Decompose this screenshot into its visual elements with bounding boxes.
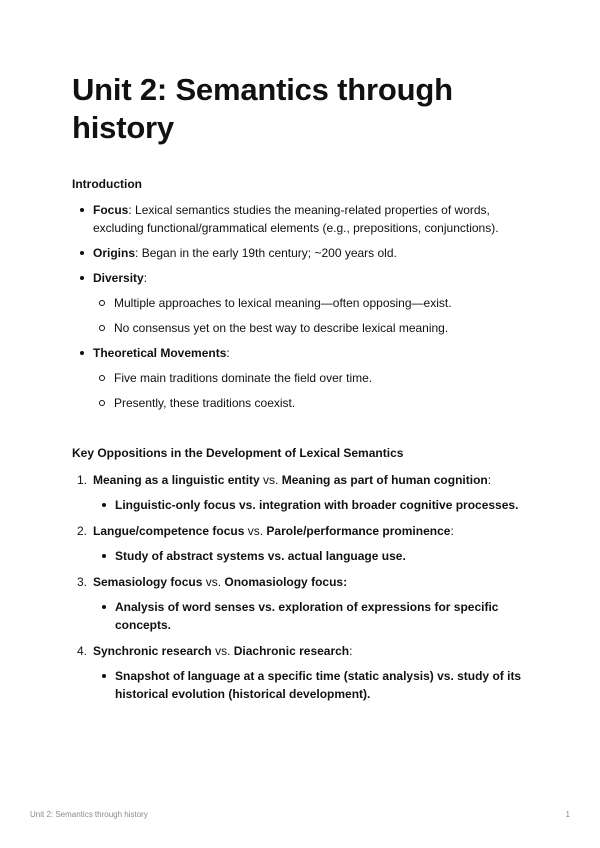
footer-title: Unit 2: Semantics through history: [30, 810, 148, 819]
introduction-list: [72, 201, 528, 412]
numbered-item: 1. Meaning as a linguistic entity vs. Meaning as part of human cognition: Linguistic-only focus vs. integration with broader cognitive processes.: [72, 471, 528, 514]
sub-list-item: Presently, these traditions coexist.: [93, 394, 528, 412]
page-number: 1: [565, 810, 570, 819]
detail-item: Study of abstract systems vs. actual language use.: [93, 547, 528, 565]
document-page: [72, 71, 528, 711]
list-item: Diversity: Multiple approaches to lexical meaning—often opposing—exist. No consensus yet on the best way to describe lexical meaning.: [72, 269, 528, 337]
sub-list: [93, 294, 528, 337]
numbered-item: 2. Langue/competence focus vs. Parole/performance prominence: Study of abstract systems vs. actual language use.: [72, 522, 528, 565]
sub-list: [93, 369, 528, 412]
list-item: Theoretical Movements: Five main traditions dominate the field over time. Presently, these traditions coexist.: [72, 344, 528, 412]
page-footer: [30, 810, 570, 819]
numbered-item: 3. Semasiology focus vs. Onomasiology focus: Analysis of word senses vs. exploration of expressions for specific concepts.: [72, 573, 528, 634]
introduction-heading: Introduction: [72, 177, 142, 191]
sub-list-item: Multiple approaches to lexical meaning—often opposing—exist.: [93, 294, 528, 312]
list-item: Focus: Lexical semantics studies the meaning-related properties of words, excluding functional/grammatical elements (e.g., prepositions, conjunctions).: [72, 201, 528, 237]
numbered-item: 4. Synchronic research vs. Diachronic research: Snapshot of language at a specific time (static analysis) vs. study of its historical evolution (historical development).: [72, 642, 528, 703]
sub-list-item: No consensus yet on the best way to describe lexical meaning.: [93, 319, 528, 337]
page-title: Unit 2: Semantics through history: [72, 72, 453, 145]
detail-item: Analysis of word senses vs. exploration of expressions for specific concepts.: [93, 598, 528, 634]
detail-item: Linguistic-only focus vs. integration with broader cognitive processes.: [93, 496, 528, 514]
detail-item: Snapshot of language at a specific time (static analysis) vs. study of its historical evolution (historical development).: [93, 667, 528, 703]
key-oppositions-list: [72, 471, 528, 703]
key-oppositions-heading: Key Oppositions in the Development of Lexical Semantics: [72, 446, 404, 460]
sub-list-item: Five main traditions dominate the field over time.: [93, 369, 528, 387]
list-item: Origins: Began in the early 19th century; ~200 years old.: [72, 244, 528, 262]
